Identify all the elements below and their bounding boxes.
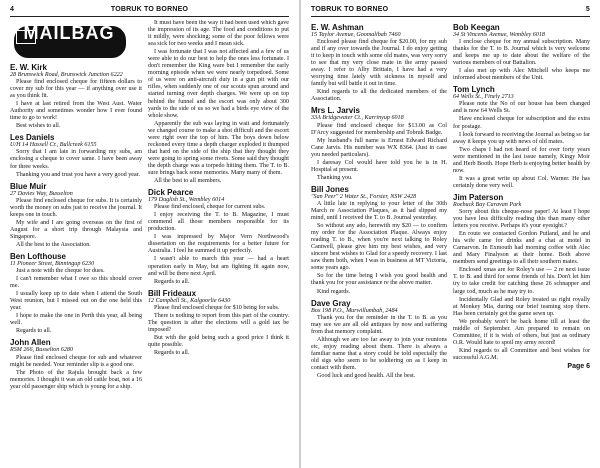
letter-paragraph: But with the gold being such a good price I think it quite possible. [148,334,289,348]
letter-author: Dave Gray [311,298,351,308]
letter-author: Bill Jones [311,184,349,194]
letter-author: Dick Pearce [148,188,194,198]
letter-paragraph: Thanking you. [317,174,353,181]
letter-author: Tom Lynch [453,85,495,95]
letter-address: Box 198 P.O., Murwillumbah, 2484 [311,307,398,314]
letter-paragraph: I have at last retired from the West Aust. Water Authority and sometimes wonder how I ever found time to go to work! [10,101,142,122]
letter [311,185,447,296]
letter-paragraph: En route we contacted Gordon Putland, and he and his wife came for drinks and a chat at motel in Carnarvon. In Exmouth had morning coffee with Alec and Mary Finalyson at their home. Both above members send greetings to all their southern mates. [453,231,590,266]
letter-address: 12 Campbell St., Kalgoorlie 6430 [148,297,231,304]
letter-paragraph: I look forward to receiving the Journal as being so far away it keeps you up with news of old mates. [453,131,590,145]
letter-paragraph: Although we are too far away to join your reunions etc, enjoy reading about them. There is always a familiar name that a story could be told especially the old sigs who seem to be soldiering on as I keep in contact with them. [311,336,447,371]
letter-address: 15 Taylor Avenue, Goomalibah 7460 [311,32,401,38]
letter-address: Roebuck Bay Caravan Park [453,201,522,208]
letter-paragraph: Thank you for the reminder in the T. to B. as you may see we are all old antiques by now and suffering from that memory complaint. [311,314,447,335]
letter-paragraph: The Photo of the Rajula brought back a few memories. I thought it was an old cattle boat, not a 16 year old passenger ship which is young for a ship. [10,369,142,390]
letter-paragraph: I enclose cheque for my annual subscription. Many thanks for the T. to B. Journal which is very welcome and keeps me up to date about the welfare of the various members of our Battalion. [453,39,590,67]
letter-address: 28 Brunswick Road, Brunswick Junction 6222 [10,72,123,78]
letter-paragraph: Two chaps I had not heard of for over forty years were mentioned in the last issue namely, Kingy Moir and Herb Booth. Hope Herb is enjoying better health by now. [453,146,590,174]
letter-paragraph: Incidentally Glad and Roley treated us right royally at Monkey Mia, during our brief teaming stop there. Has been certainly got the game sewn up. [453,296,590,317]
letter-paragraph: Please find enclosed, cheque for current subs. [154,204,266,211]
letter-author: Mrs L. Jarvis [311,106,360,116]
letter-paragraph: I hope to make the one in Perth this year, all being well. [10,313,142,327]
letter-paragraph: Good luck and good health. All the best. [317,372,416,379]
letter-paragraph: Please find enclosed cheque for $13.00 as Col D'Arcy suggested for membership and Tobruk Badge. [311,122,447,136]
left-page [0,0,299,468]
letter-paragraph: I can't remember what I owe so this should cover me. [10,276,142,290]
letter-paragraph: A little late in replying to your letter of the 30th March re Association Plaques, as it had slipped my mind, until I received the T. to B. Journal yesterday. [311,200,447,222]
letter-address: 179 Daglish St., Wembley 6014 [148,197,225,204]
letter-paragraph: So without any ado, herewith my $20 — to confirm my order for the Association Plaque. Always enjoy reading T. to B., when you're next talking to Roley Cantwell, please give him my best wishes, and very sincere best wishes to Glad for a speedy recovery. I last saw them both, when I was in business at MT Victoria, some years ago. [311,223,447,272]
header-rule [10,16,289,17]
letter-author: E. W. Ashman [311,23,364,32]
letter-address: RSM 266, Busselton 6280 [10,347,73,354]
letter-address: 11 Pioneer Street, Binningup 6230 [10,260,95,267]
letter-address: 64 Wells St., Finely 2713 [453,94,514,101]
page-number: 5 [585,6,590,13]
letter-paragraph: So for the time being I wish you good health and thank you for your assistance re the above matter. [311,273,447,287]
letter [10,133,142,178]
letter-paragraph: My wife and I are going overseas on the first of August for a short trip through Malaysia and Singapore. [10,219,142,240]
letter-paragraph: It was a great write up about Col. Warner. He has certainly done very well. [453,175,590,189]
letter-author: Ben Lofthouse [10,251,66,261]
letter-paragraph: Kind regards. [317,288,351,295]
letter-paragraph: All the best to the Association. [16,241,91,248]
letter-paragraph: Kind regards to all the dedicated members of the Association. [311,89,447,103]
letter [10,63,142,130]
header-rule [311,16,590,17]
letter-address: 27 Davies Way, Busselton [10,190,73,197]
letter-paragraph: Please find enclosed cheque for fifteen dollars to cover my sub for this year — if anything over use it as you think fit. [10,79,142,100]
letter-author: Jim Paterson [453,192,504,202]
right-column-1 [311,20,447,466]
letter-paragraph: Thanking you and trust you have a very good year. [16,171,140,178]
letter-address: 34 St Vincents Avenue, Wembley 6018 [453,32,545,38]
letter-paragraph: I was fortunate that I was not affected and a few of us were able to do our best to help the ones less fortunate. I don't remember the King ware but I remember the early morning episode when we were nearly torpedoed. Some of us were on anti-aircraft duty in a gun pit with our rifles, when suddenly one of our scouts spun around and started turning over depth charges. We were up on top behind the funnel and the escort was only about 300 yards to the side of us so we had a birds eye view of the whole show. [148,49,289,119]
letter-paragraph: Please note the No of our house has been changed and is now 64 Wells St. [453,101,590,115]
letter-paragraph: Have enclosed cheque for subscription and the extra for postage. [453,116,590,130]
letter-paragraph: Regards to all. [154,278,190,285]
letter [10,182,142,249]
mailbag-logo [10,20,128,60]
letter-paragraph: Apparently the sub was laying in wait and fortunately we changed course to make a shot difficult and the escort were right over the top of him. The boys down below reckoned every time a depth charger exploded it thumped that hard on the side of the ship that they thought they were going to spring some rivets. Some said they thought the depth charge was a torpedo hitting them. The T. to B. sure brings back some memories. Many many of them. [148,120,289,176]
letter [311,23,447,103]
left-column-2 [148,20,289,466]
letter-paragraph: All the best to all members. [154,178,222,185]
letter-author: Blue Muir [10,181,47,191]
page-number: 4 [10,6,15,13]
continued-note [453,363,590,371]
mailbag-logo-text: MAILBAG [23,23,115,43]
letter-address: U/H 14 Hassell Cr., Bullcreek 6155 [10,142,97,149]
letter-paragraph: I enjoy receiving the T. to B. Magazine, I must commend all those members responsible for its production. [148,212,289,233]
letter-paragraph: Enclosed xmas are for Roley's use — 2 re next issue T. to B. and third for some friends of his. Don't let him try to take credit for catching these 26 schnapper and large cod, much as he may try to. [453,267,590,295]
letter-author: John Allen [10,338,51,348]
letter [148,188,289,286]
letter-paragraph: I daresay Col would have told you he is in H. Hospital at present. [311,159,447,173]
letter-paragraph: Sorry that I am late in forwarding my subs, am enclosing a cheque to cover same. I have been away for three weeks. [10,149,142,170]
letter-paragraph: I usually keep up to date when I attend the South West reunion, but I missed out on the one held this year. [10,291,142,312]
letter-paragraph: Kind regards to all Committee and best wishes for successful A.G.M. [453,347,590,361]
letter-paragraph: I also met up with Alec Mitchell who keeps me informed about members of the Unit. [453,68,590,82]
letter-paragraph: Just a note with the cheque for dues. [16,268,105,275]
letter [453,23,590,82]
letter-paragraph: There is nothing to report from this part of the country. The question is after the elections will a gold tax be imposed? [148,312,289,333]
letter [148,289,289,357]
right-page [301,0,600,468]
continued-page-label: Page 6 [567,362,590,370]
letter-address: "San Peer" 2 Water St., Forster, NSW 2428 [311,193,417,200]
right-column-2 [453,20,590,466]
letter-author: Bill Frideaux [148,288,197,298]
letter-paragraph: My husband's full name is Ernest Edward Richard Cane Jarvis. His number was WX 8364. (Just in case you needed particulars). [311,137,447,158]
letter-author: Bob Keegan [453,23,500,32]
letter-paragraph: Please find enclosed cheque for sub and whatever might be needed. Your reminder slip is a good one. [10,354,142,368]
letter [10,252,142,335]
letter [453,193,590,362]
letter-author: E. W. Kirk [10,63,47,72]
letter-address: 33A Bridgewater Ct., Karrinyup 6018 [311,115,404,122]
letter-paragraph: Best wishes to all. [16,123,61,130]
letter [453,85,590,190]
letter [311,106,447,181]
letter-paragraph: I was impressed by Major Vern Northwood's dissertation on the requirements for a better future for Australia. I feel he summed it up perfectly. [148,234,289,255]
running-head: TOBRUK TO BORNEO [311,6,389,13]
letter-author: Les Daniels [10,133,55,143]
running-head: TOBRUK TO BORNEO [110,6,189,13]
letter-paragraph: Please find enclosed cheque for subs. It is certainly worth the money on subs just to receive the journal. It keeps one in touch. [10,197,142,218]
left-column-1 [10,20,142,466]
letter-paragraph: I wasn't able to march this year — had a heart operation early in May, but am fighting fit again now, and will be there next April. [148,256,289,277]
letter [148,20,289,185]
letter-paragraph: It must have been the way it had been used which gave the impression of its age. The food and conditions to put it mildly, were shocking; some of the poor fellows were sea sick for two weeks and I mean sick. [148,20,289,48]
letter [10,338,142,390]
letter-paragraph: Regards to all. [154,349,190,356]
letter-paragraph: Sorry about this cheque-nose paper! At least I hope you have less difficulty reading this than many other letters you receive. Perhaps it's your eyesight.? [453,208,590,230]
letter-paragraph: Please find enclosed cheque for $10 being for subs. [154,304,280,311]
letter-paragraph: Regards to all. [16,328,52,335]
letter-paragraph: We probably won't be back home till at least the middle of September. Am prepared to remain on Committee, if it is wish of others, but just as ordinary O.R. Would hate to spoil my army record! [453,318,590,346]
letter-paragraph: Enclosed please find cheque for $20.00, for my sub and if any over towards the Journal. I do enjoy getting it to keep in touch with some old mates, was very sorry to see that my very close mate in the army passed away. I refer to Alby Brittain, I have had a very worrying time lately with sickness in myself and family but will battle it out in time. [311,39,447,88]
letter [311,299,447,380]
